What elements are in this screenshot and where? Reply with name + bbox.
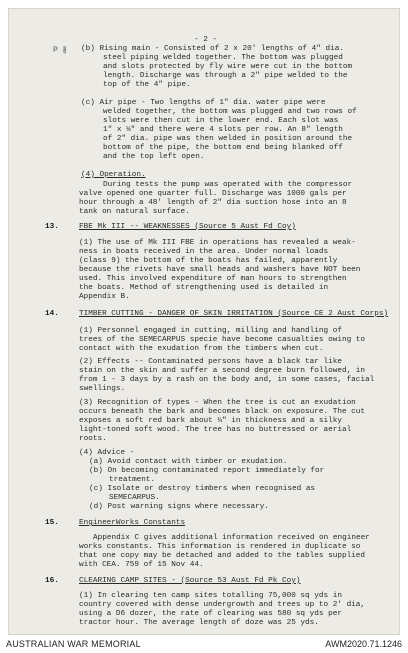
text-line: (1) The use of Mk III FBE in operations has revealed a weak-: [79, 239, 356, 247]
text-line: (a) Avoid contact with timber or exudation.: [89, 458, 288, 466]
text-line: length. Discharge was through a 2" pipe welded to the: [103, 72, 348, 80]
text-line: (3) Recognition of types - When the tree is cut an exudation: [79, 399, 356, 407]
text-line: Appendix B.: [79, 293, 130, 301]
text-line: (4) Operation.: [81, 171, 146, 179]
text-line: occurs beneath the bark and becomes black on exposure. The cut: [79, 408, 366, 416]
text-line: exposes a soft red bark about ¼" in thickness and a silky: [79, 417, 342, 425]
text-line: (c) Air pipe - Two lengths of 1" dia. water pipe were: [81, 99, 326, 107]
text-line: EngineerWorks Constants: [79, 519, 186, 527]
text-line: (4) Advice -: [79, 449, 135, 457]
text-line: hour through a 48' length of 2" dia suction hose into an 8: [79, 199, 347, 207]
text-line: and slots protected by fly wire were cut in the bottom: [103, 63, 353, 71]
text-line: works constants. This information is rendered in duplicate so: [79, 543, 361, 551]
paragraph-number: 14.: [45, 310, 59, 318]
text-line: CLEARING CAMP SITES - (Source 53 Aust Fd Pk Coy): [79, 577, 301, 585]
text-line: (2) Effects -- Contaminated persons have a black tar like: [79, 358, 342, 366]
text-line: contact with the exudation from the timbers when cut.: [79, 345, 324, 353]
text-line: used. This involved expenditure of man hours to strengthen: [79, 275, 347, 283]
text-line: steel piping welded together. The bottom was plugged: [103, 54, 343, 62]
text-line: (c) Isolate or destroy timbers when recognised as: [89, 485, 316, 493]
text-line: (1) In clearing ten camp sites totalling 75,000 sq yds in: [79, 592, 342, 600]
text-line: of 2" dia. pipe was then welded in position around the: [103, 135, 353, 143]
text-line: that one copy may be detached and added to the tables supplied: [79, 552, 366, 560]
text-line: slots were then cut in the lower end. Each slot was: [103, 117, 339, 125]
text-line: ness in boats received in the area. Under normal loads: [79, 248, 329, 256]
text-line: (d) Post warning signs where necessary.: [89, 503, 269, 511]
text-line: the boats. Method of strengthening used is detailed in: [79, 284, 329, 292]
text-line: because the rivets have small heads and washers have NOT been: [79, 266, 361, 274]
paragraph-number: 13.: [45, 223, 59, 231]
text-line: welded together, the bottom was plugged and two rows of: [103, 108, 357, 116]
text-line: valve opened one quarter full. Discharge was 1000 gals per: [79, 190, 347, 198]
text-line: from 1 - 3 days by a rash on the body and, in some cases, facial: [79, 376, 375, 384]
text-line: swellings.: [79, 385, 126, 393]
text-line: SEMECARPUS.: [109, 494, 160, 502]
text-line: and the top left open.: [103, 153, 205, 161]
text-line: roots.: [79, 435, 107, 443]
text-line: Appendix C gives additional information received on engineer: [93, 534, 370, 542]
catalogue-number: AWM2020.71.1246: [325, 639, 402, 649]
document-page: [8, 8, 400, 635]
text-line: TIMBER CUTTING - DANGER OF SKIN IRRITATION (Source CE 2 Aust Corps): [79, 310, 389, 318]
text-line: top of the 4" pipe.: [103, 81, 191, 89]
text-line: tractor hour. The average length of doze was 25 yds.: [79, 619, 319, 627]
archive-footer: [0, 635, 408, 653]
text-line: trees of the SEMECARPUS specie have become casualties owing to: [79, 336, 366, 344]
text-line: stain on the skin and suffer a second degree burn followed, in: [79, 367, 366, 375]
text-line: treatment.: [109, 476, 156, 484]
text-line: (b) Rising main - Consisted of 2 x 20' lengths of 4" dia.: [81, 45, 344, 53]
archive-name: AUSTRALIAN WAR MEMORIAL: [6, 639, 141, 649]
text-line: using a D6 dozer, the rate of clearing was 580 sq yds per: [79, 610, 342, 618]
text-line: tank on natural surface.: [79, 208, 190, 216]
text-line: country covered with dense undergrowth and trees up to 2' dia,: [79, 601, 366, 609]
text-line: (1) Personnel engaged in cutting, milling and handling of: [79, 327, 342, 335]
text-line: 1" x ¼" and there were 4 slots per row. An 8" length: [103, 126, 343, 134]
paragraph-number: 16.: [45, 577, 59, 585]
text-line: bottom of the pipe, the bottom end being blanked off: [103, 144, 343, 152]
text-line: (class 9) the bottom of the boats has failed, apparently: [79, 257, 338, 265]
paragraph-number: 15.: [45, 519, 59, 527]
page-number: - 2 -: [194, 36, 218, 44]
text-line: (b) On becoming contaminated report immediately for: [89, 467, 325, 475]
text-line: with CEA. 759 of 15 Nov 44.: [79, 561, 204, 569]
text-line: During tests the pump was operated with the compressor: [103, 181, 353, 189]
margin-mark: P ∦: [53, 46, 67, 55]
text-line: FBE Mk III -- WEAKNESSES (Source 5 Aust Fd Coy): [79, 223, 296, 231]
text-line: light-toned soft wood. The tree has no buttressed or aerial: [79, 426, 352, 434]
